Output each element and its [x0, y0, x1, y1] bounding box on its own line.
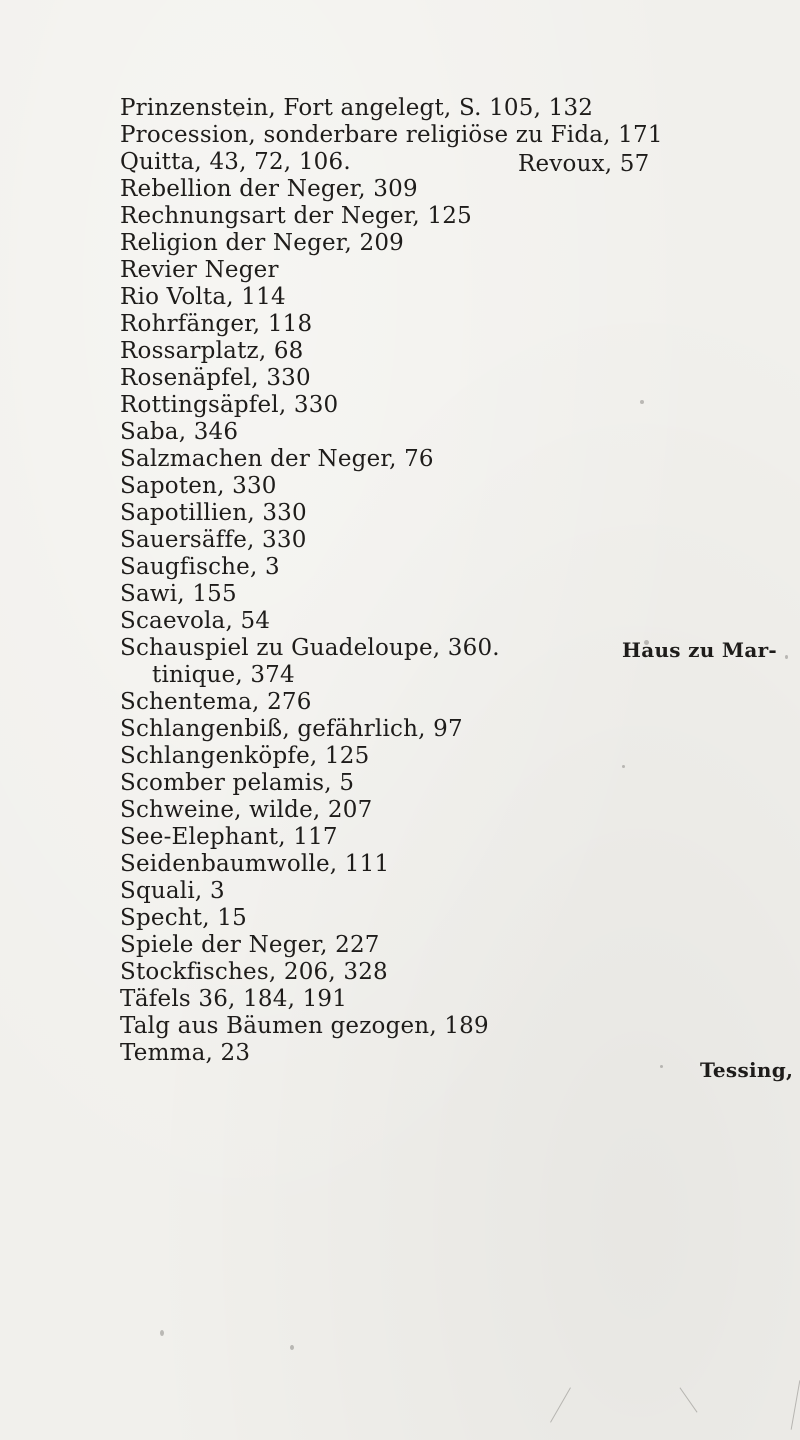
index-entry: Seidenbaumwolle, 111	[120, 851, 390, 877]
index-entry: Quitta, 43, 72, 106.	[120, 149, 351, 175]
index-entry: Prinzenstein, Fort angelegt, S. 105, 132	[120, 95, 594, 121]
index-entry-continuation: Haus zu Mar-	[622, 638, 778, 662]
index-entry: Rechnungsart der Neger, 125	[120, 203, 472, 229]
index-entry: Rosenäpfel, 330	[120, 365, 311, 391]
catchword: Tessing,	[700, 1058, 794, 1082]
index-entry: Salzmachen der Neger, 76	[120, 446, 434, 472]
index-entry: Scomber pelamis, 5	[120, 770, 355, 796]
index-entry: Revier Neger	[120, 257, 279, 283]
index-entry: Schauspiel zu Guadeloupe, 360.	[120, 635, 500, 661]
index-entry: Sapotillien, 330	[120, 500, 307, 526]
index-entry: Talg aus Bäumen gezogen, 189	[120, 1013, 489, 1039]
index-entry: Saugfische, 3	[120, 554, 280, 580]
index-entry: Sauersäffe, 330	[120, 527, 307, 553]
index-entry: Procession, sonderbare religiöse zu Fida, 171	[120, 122, 663, 148]
index-entry: Saba, 346	[120, 419, 239, 445]
index-entry: Schweine, wilde, 207	[120, 797, 373, 823]
index-entry: Täfels 36, 184, 191	[120, 986, 348, 1012]
index-entry: Rossarplatz, 68	[120, 338, 304, 364]
index-entry: Sapoten, 330	[120, 473, 277, 499]
index-entry: Rio Volta, 114	[120, 284, 286, 310]
index-entry: Schlangenbiß, gefährlich, 97	[120, 716, 463, 742]
index-entry: Specht, 15	[120, 905, 247, 931]
index-entry: Spiele der Neger, 227	[120, 932, 380, 958]
index-entry: Stockfisches, 206, 328	[120, 959, 388, 985]
index-entry: Schentema, 276	[120, 689, 312, 715]
index-entry: Schlangenköpfe, 125	[120, 743, 370, 769]
index-entry: Rottingsäpfel, 330	[120, 392, 339, 418]
index-entry: Rebellion der Neger, 309	[120, 176, 418, 202]
index-entry: Revoux, 57	[518, 151, 650, 177]
index-entry: tinique, 374	[152, 662, 295, 688]
index-entry: Rohrfänger, 118	[120, 311, 313, 337]
index-entry: Religion der Neger, 209	[120, 230, 404, 256]
index-entry: Squali, 3	[120, 878, 225, 904]
index-entry: Sawi, 155	[120, 581, 237, 607]
index-entry: Temma, 23	[120, 1040, 251, 1066]
index-entry: See-Elephant, 117	[120, 824, 338, 850]
index-entry: Scaevola, 54	[120, 608, 271, 634]
